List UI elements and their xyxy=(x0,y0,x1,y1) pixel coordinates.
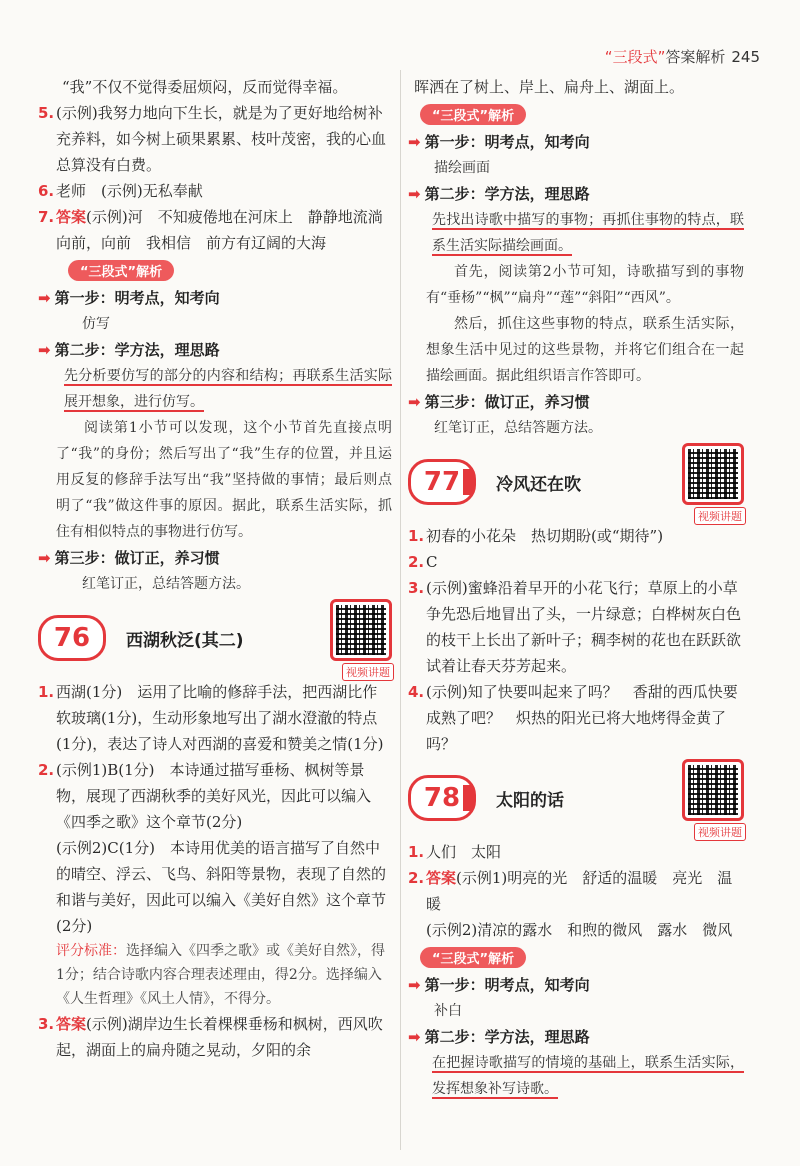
continued-line: 晖洒在了树上、岸上、扁舟上、湖面上。 xyxy=(414,78,685,96)
lesson-number: 76 xyxy=(38,615,106,661)
answer-number: 2. xyxy=(408,553,425,571)
answer-number: 1. xyxy=(408,843,425,861)
answer-number: 5. xyxy=(38,104,55,122)
lesson-title: 西湖秋泛(其二) xyxy=(126,630,244,651)
lesson-title: 太阳的话 xyxy=(496,790,564,811)
answer-2 xyxy=(408,865,744,943)
continued-line: “我”不仅不觉得委屈烦闷，反而觉得幸福。 xyxy=(62,78,348,96)
qr-label: 视频讲题 xyxy=(694,823,746,841)
qr-code-icon[interactable] xyxy=(682,759,744,821)
answer-1 xyxy=(408,523,744,549)
step-2-method xyxy=(56,363,392,415)
page-number: 245 xyxy=(731,48,760,66)
step-2 xyxy=(408,181,744,207)
step-2-method xyxy=(408,1050,744,1102)
answer-7 xyxy=(38,204,398,256)
left-column xyxy=(38,74,398,1063)
badge-bar xyxy=(463,785,473,811)
step-title: 第三步：做订正，养习惯 xyxy=(424,393,590,411)
scoring-text: 选择编入《四季之歌》或《美好自然》，得1分；结合诗歌内容合理表述理由，得2分。选择编入《人生哲理》《风土人情》，不得分。 xyxy=(56,943,385,1007)
scoring-criteria xyxy=(56,939,392,1011)
step-1 xyxy=(408,129,744,155)
answer-text: (示例2)清凉的露水 和煦的微风 露水 微风 xyxy=(426,921,733,939)
step-2 xyxy=(408,1024,744,1050)
step-1-value: 补白 xyxy=(434,1003,462,1019)
answer-text: (示例)知了快要叫起来了吗？ 香甜的西瓜快要成熟了吧？ 炽热的阳光已将大地烤得金黄了吗？ xyxy=(426,683,738,753)
answer-3 xyxy=(38,1011,392,1063)
header-text: 答案解析 xyxy=(665,48,726,66)
arrow-icon: ➡ xyxy=(38,549,51,567)
step-title: 第一步：明考点，知考向 xyxy=(424,133,590,151)
underlined-text: 先找出诗歌中描写的事物；再抓住事物的特点，联系生活实际描绘画面。 xyxy=(432,212,744,254)
step-1-value: 描绘画面 xyxy=(434,160,490,176)
answer-number: 1. xyxy=(408,527,425,545)
underlined-text: 先分析要仿写的部分的内容和结构；再联系生活实际展开想象，进行仿写。 xyxy=(64,368,392,410)
arrow-icon: ➡ xyxy=(408,1028,421,1046)
arrow-icon: ➡ xyxy=(408,393,421,411)
answer-2 xyxy=(408,549,744,575)
step-2-method xyxy=(408,207,744,259)
step-2-paragraph-1: 首先，阅读第2小节可知，诗歌描写到的事物有“垂杨”“枫”“扁舟”“莲”“斜阳”“西风”。 xyxy=(426,264,744,306)
answer-6 xyxy=(38,178,392,204)
arrow-icon: ➡ xyxy=(38,289,51,307)
analysis-tag: “三段式”解析 xyxy=(420,104,526,125)
badge-bar xyxy=(463,469,473,495)
column-divider xyxy=(400,70,401,1150)
arrow-icon: ➡ xyxy=(408,976,421,994)
answer-number: 1. xyxy=(38,683,55,701)
step-2 xyxy=(38,337,392,363)
qr-code-icon[interactable] xyxy=(330,599,392,661)
step-title: 第二步：学方法，理思路 xyxy=(424,185,590,203)
header-brand: “三段式” xyxy=(604,48,666,66)
lesson-number: 77 xyxy=(408,459,476,505)
step-title: 第二步：学方法，理思路 xyxy=(54,341,220,359)
arrow-icon: ➡ xyxy=(38,341,51,359)
scoring-label: 评分标准： xyxy=(56,943,126,959)
arrow-icon: ➡ xyxy=(408,133,421,151)
answer-number: 4. xyxy=(408,683,425,701)
answer-text: (示例1)B(1分) 本诗通过描写垂杨、枫树等景物，展现了西湖秋季的美好风光，因此可以编入《四季之歌》这个章节(2分) xyxy=(56,761,372,831)
analysis-tag: “三段式”解析 xyxy=(420,947,526,968)
step-3-value: 红笔订正，总结答题方法。 xyxy=(82,576,250,592)
analysis-tag: “三段式”解析 xyxy=(68,260,174,281)
answer-2 xyxy=(38,757,392,939)
answer-4 xyxy=(408,679,744,757)
step-title: 第三步：做订正，养习惯 xyxy=(54,549,220,567)
step-title: 第二步：学方法，理思路 xyxy=(424,1028,590,1046)
answer-text: (示例)我努力地向下生长，就是为了更好地给树补充养料，如今树上硕果累累、枝叶茂密，我的心血总算没有白费。 xyxy=(56,104,387,174)
answer-label: 答案 xyxy=(56,208,87,226)
step-3 xyxy=(38,545,392,571)
answer-label: 答案 xyxy=(56,1015,87,1033)
answer-number: 7. xyxy=(38,208,55,226)
answer-text: (示例2)C(1分) 本诗用优美的语言描写了自然中的晴空、浮云、飞鸟、斜阳等景物，表现了自然的和谐与美好，因此可以编入《美好自然》这个章节(2分) xyxy=(56,839,387,935)
lesson-76-heading xyxy=(38,603,392,679)
step-2-paragraph: 阅读第1小节可以发现，这个小节首先直接点明了“我”的身份；然后写出了“我”生存的位置，并且运用反复的修辞手法写出“我”坚持做的事情；最后则点明了“我”做这件事的原因。据此，联系生活实际，抓住有相似特点的事物进行仿写。 xyxy=(56,420,392,540)
step-1 xyxy=(408,972,744,998)
answer-text: (示例)河 不知疲倦地在河床上 静静地流淌 向前，向前 我相信 前方有辽阔的大海 xyxy=(56,208,398,252)
lesson-number: 78 xyxy=(408,775,476,821)
qr-code-icon[interactable] xyxy=(682,443,744,505)
step-title: 第一步：明考点，知考向 xyxy=(424,976,590,994)
step-1 xyxy=(38,285,392,311)
right-column xyxy=(408,74,744,1102)
answer-text: 初春的小花朵 热切期盼(或“期待”) xyxy=(426,527,664,545)
lesson-77-heading xyxy=(408,447,744,523)
answer-text: (示例)湖岸边生长着棵棵垂杨和枫树，西风吹起，湖面上的扁舟随之晃动，夕阳的余 xyxy=(56,1015,383,1059)
step-3 xyxy=(408,389,744,415)
answer-text: C xyxy=(426,553,438,571)
underlined-text: 在把握诗歌描写的情境的基础上，联系生活实际，发挥想象补写诗歌。 xyxy=(432,1055,744,1097)
step-title: 第一步：明考点，知考向 xyxy=(54,289,220,307)
answer-text: (示例)蜜蜂沿着早开的小花飞行；草原上的小草争先恐后地冒出了头，一片绿意；白桦树灰白色的枝干上长出了新叶子；稠李树的花也在跃跃欲试着让春天芬芳起来。 xyxy=(426,579,742,675)
answer-1 xyxy=(38,679,392,757)
lesson-title: 冷风还在吹 xyxy=(496,474,581,495)
answer-text: 人们 太阳 xyxy=(426,843,502,861)
page-header xyxy=(605,46,760,67)
answer-text: (示例1)明亮的光 舒适的温暖 亮光 温暖 xyxy=(426,869,733,913)
answer-label: 答案 xyxy=(426,869,457,887)
answer-number: 2. xyxy=(38,761,55,779)
step-1-value: 仿写 xyxy=(82,316,110,332)
answer-number: 6. xyxy=(38,182,55,200)
answer-text: 西湖(1分) 运用了比喻的修辞手法，把西湖比作软玻璃(1分)，生动形象地写出了湖水澄澈的特点(1分)，表达了诗人对西湖的喜爱和赞美之情(1分) xyxy=(56,683,384,753)
answer-1 xyxy=(408,839,744,865)
answer-number: 3. xyxy=(38,1015,55,1033)
answer-number: 3. xyxy=(408,579,425,597)
lesson-78-heading xyxy=(408,763,744,839)
answer-text: 老师 (示例)无私奉献 xyxy=(56,182,203,200)
answer-5 xyxy=(38,100,392,178)
step-3-value: 红笔订正，总结答题方法。 xyxy=(434,420,602,436)
answer-3 xyxy=(408,575,744,679)
answer-number: 2. xyxy=(408,869,425,887)
qr-label: 视频讲题 xyxy=(694,507,746,525)
arrow-icon: ➡ xyxy=(408,185,421,203)
step-2-paragraph-2: 然后，抓住这些事物的特点，联系生活实际，想象生活中见过的这些景物，并将它们组合在一起描绘画面。据此组织语言作答即可。 xyxy=(426,316,744,384)
qr-label: 视频讲题 xyxy=(342,663,394,681)
